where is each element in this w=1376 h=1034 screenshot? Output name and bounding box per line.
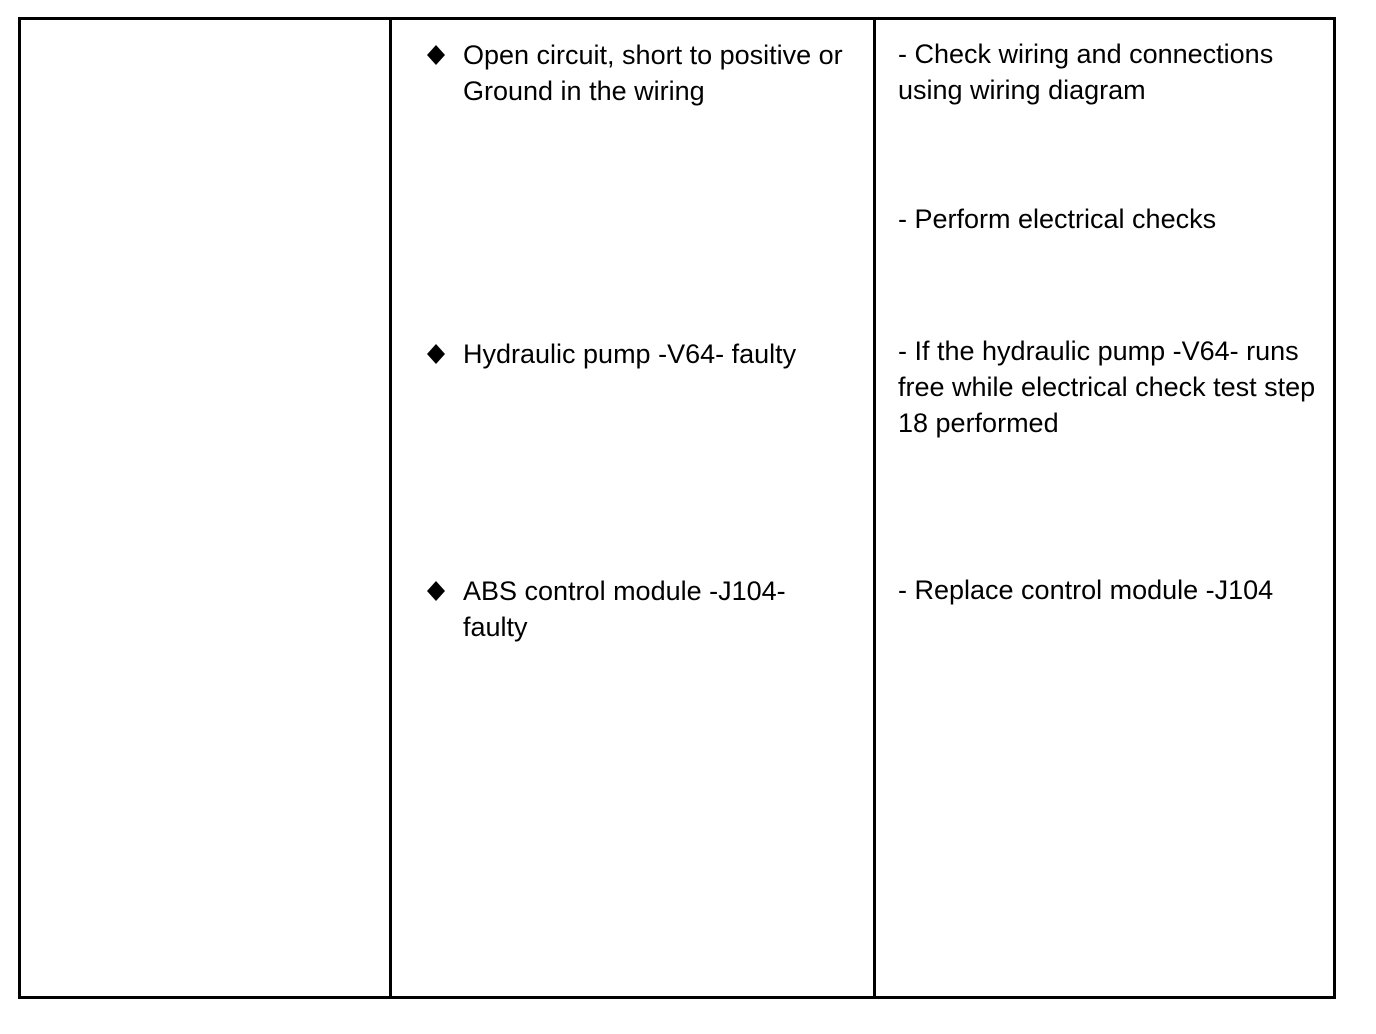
diamond-bullet-icon: [425, 336, 447, 372]
cause-item: [425, 336, 855, 372]
remedy-text: - Replace control module -J104: [898, 575, 1274, 605]
diamond-bullet-icon: [425, 573, 447, 609]
cause-text: Hydraulic pump -V64- faulty: [463, 339, 797, 369]
remedy-text: - Check wiring and connections using wiring diagram: [898, 39, 1274, 105]
column-divider: [873, 20, 876, 996]
remedy-text: - Perform electrical checks: [898, 204, 1217, 234]
diamond-bullet-icon: [425, 37, 447, 73]
diagnostic-table: [18, 17, 1336, 999]
cause-item: [425, 573, 855, 645]
column-divider: [389, 20, 392, 996]
cause-item: [425, 37, 855, 109]
remedy-text: - If the hydraulic pump -V64- runs free while electrical check test step 18 performed: [898, 336, 1316, 438]
cause-text: Open circuit, short to positive or Ground in the wiring: [463, 40, 843, 106]
cause-text: ABS control module -J104- faulty: [463, 576, 786, 642]
